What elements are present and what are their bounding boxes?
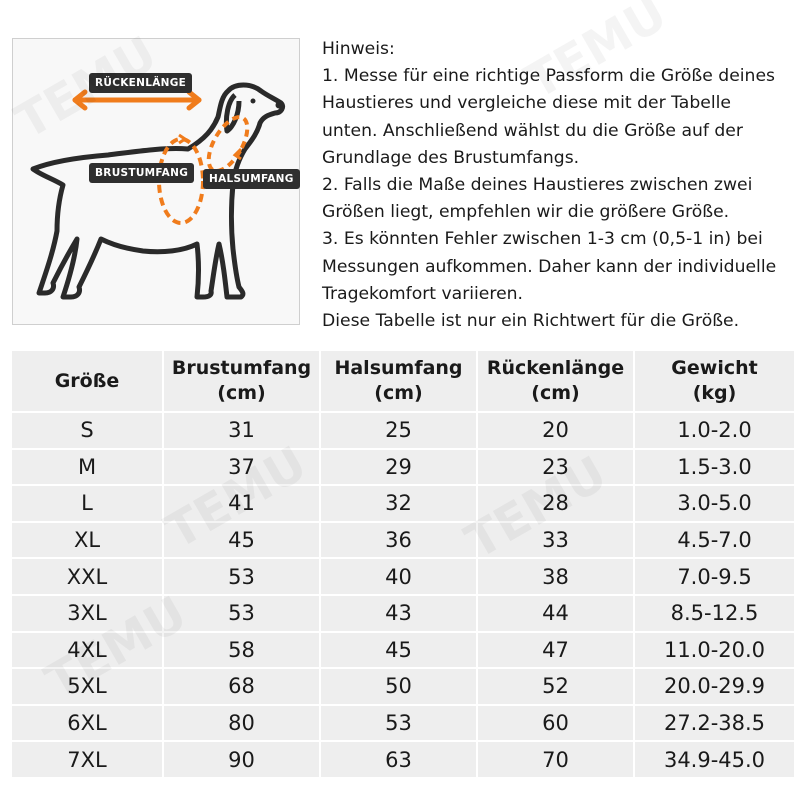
cell-neck: 25 [320, 412, 477, 449]
notes-line: Haustieres und vergleiche diese mit der Tabelle [322, 93, 731, 114]
cell-back-length: 47 [477, 632, 634, 669]
cell-neck: 43 [320, 595, 477, 632]
table-row [11, 705, 795, 742]
header-chest: Brustumfang (cm) [163, 350, 320, 412]
cell-weight: 27.2-38.5 [634, 705, 795, 742]
table-row [11, 632, 795, 669]
cell-weight: 34.9-45.0 [634, 741, 795, 778]
table-body [11, 412, 795, 778]
cell-neck: 40 [320, 558, 477, 595]
size-notes [322, 36, 798, 335]
notes-line: 2. Falls die Maße deines Haustieres zwischen zwei [322, 175, 753, 196]
cell-weight: 7.0-9.5 [634, 558, 795, 595]
cell-size: 6XL [11, 705, 163, 742]
cell-back-length: 38 [477, 558, 634, 595]
cell-weight: 11.0-20.0 [634, 632, 795, 669]
cell-chest: 41 [163, 485, 320, 522]
cell-size: M [11, 449, 163, 486]
notes-line: 3. Es könnten Fehler zwischen 1-3 cm (0,5-1 in) bei [322, 229, 763, 250]
cell-neck: 32 [320, 485, 477, 522]
cell-weight: 8.5-12.5 [634, 595, 795, 632]
table-row [11, 668, 795, 705]
cell-chest: 80 [163, 705, 320, 742]
cell-chest: 68 [163, 668, 320, 705]
cell-chest: 37 [163, 449, 320, 486]
cell-neck: 45 [320, 632, 477, 669]
cell-weight: 1.0-2.0 [634, 412, 795, 449]
cell-back-length: 70 [477, 741, 634, 778]
cell-neck: 36 [320, 522, 477, 559]
cell-chest: 53 [163, 595, 320, 632]
cell-size: 5XL [11, 668, 163, 705]
cell-back-length: 44 [477, 595, 634, 632]
cell-back-length: 33 [477, 522, 634, 559]
cell-back-length: 20 [477, 412, 634, 449]
cell-size: L [11, 485, 163, 522]
cell-neck: 29 [320, 449, 477, 486]
notes-line: Diese Tabelle ist nur ein Richtwert für die Größe. [322, 311, 740, 332]
notes-line: Messungen aufkommen. Daher kann der individuelle [322, 256, 777, 277]
notes-line: Größen liegt, empfehlen wir die größere Größe. [322, 202, 730, 223]
cell-back-length: 60 [477, 705, 634, 742]
cell-weight: 1.5-3.0 [634, 449, 795, 486]
cell-chest: 31 [163, 412, 320, 449]
notes-line: Tragekomfort variieren. [322, 283, 524, 304]
notes-line: Grundlage des Brustumfangs. [322, 147, 580, 168]
cell-chest: 53 [163, 558, 320, 595]
table-row [11, 595, 795, 632]
notes-line: 1. Messe für eine richtige Passform die Größe deines [322, 66, 775, 87]
cell-neck: 50 [320, 668, 477, 705]
cell-back-length: 23 [477, 449, 634, 486]
back-length-label: RÜCKENLÄNGE [89, 73, 192, 93]
dog-measurement-diagram [12, 38, 300, 325]
cell-neck: 53 [320, 705, 477, 742]
cell-weight: 20.0-29.9 [634, 668, 795, 705]
header-weight: Gewicht (kg) [634, 350, 795, 412]
cell-weight: 3.0-5.0 [634, 485, 795, 522]
cell-back-length: 52 [477, 668, 634, 705]
cell-size: S [11, 412, 163, 449]
cell-neck: 63 [320, 741, 477, 778]
neck-label: HALSUMFANG [203, 169, 300, 189]
notes-line: unten. Anschließend wählst du die Größe auf der [322, 120, 743, 141]
chest-label: BRUSTUMFANG [89, 163, 194, 183]
table-row [11, 522, 795, 559]
header-size: Größe [11, 350, 163, 412]
table-row [11, 741, 795, 778]
cell-size: 4XL [11, 632, 163, 669]
table-row [11, 485, 795, 522]
cell-size: 7XL [11, 741, 163, 778]
table-row [11, 558, 795, 595]
header-neck: Halsumfang (cm) [320, 350, 477, 412]
cell-back-length: 28 [477, 485, 634, 522]
cell-size: 3XL [11, 595, 163, 632]
table-header-row [11, 350, 795, 412]
size-table [10, 349, 796, 779]
table-row [11, 412, 795, 449]
notes-line: Hinweis: [322, 39, 395, 59]
header-back-length: Rückenlänge (cm) [477, 350, 634, 412]
cell-weight: 4.5-7.0 [634, 522, 795, 559]
cell-chest: 45 [163, 522, 320, 559]
cell-chest: 58 [163, 632, 320, 669]
table-row [11, 449, 795, 486]
cell-size: XXL [11, 558, 163, 595]
cell-chest: 90 [163, 741, 320, 778]
cell-size: XL [11, 522, 163, 559]
